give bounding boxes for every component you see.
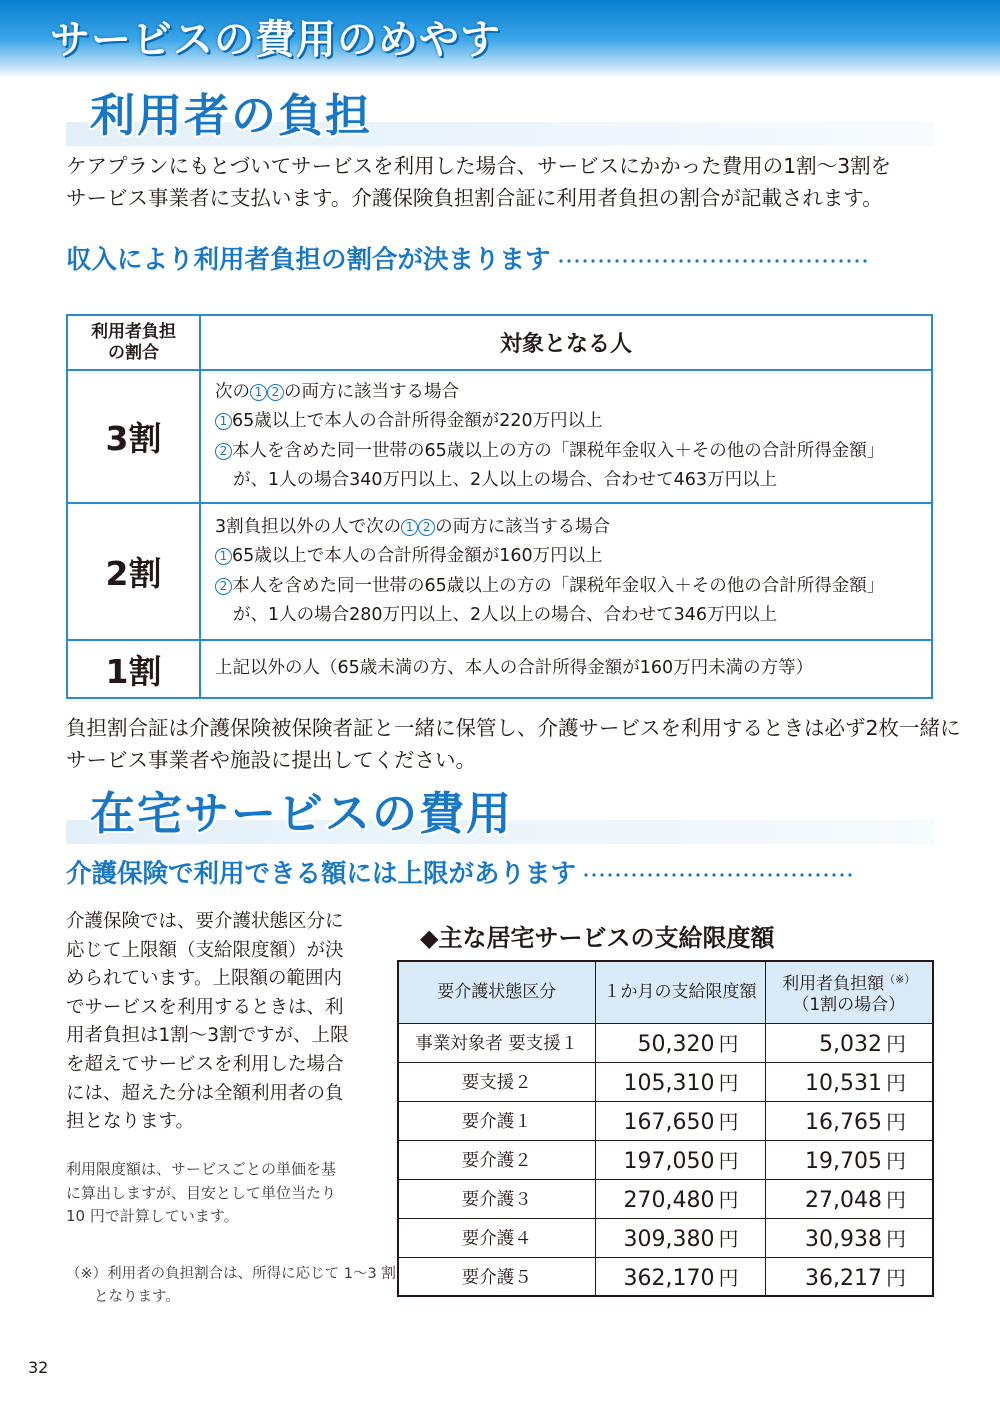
yen-unit: 円 [886, 1110, 906, 1134]
limit-table [397, 960, 934, 1297]
body-line: でサービスを利用するときは、利 [66, 996, 344, 1018]
level-cell: 事業対象者 要支援１ [398, 1023, 595, 1062]
note-line: 利用限度額は、サービスごとの単価を基 [66, 1160, 337, 1178]
limit-cell [595, 1062, 765, 1101]
ratio-cell: 3割 [67, 370, 200, 503]
burden-cell [765, 1023, 933, 1062]
lead-text: の両方に該当する場合 [284, 381, 459, 402]
header-burden-sub: （1割の場合） [792, 994, 906, 1015]
table-row [398, 1257, 933, 1296]
header-burden-mark: （※） [884, 972, 916, 986]
limit-cell [595, 1179, 765, 1218]
note-line: に算出しますが、目安として単位当たり [66, 1183, 337, 1202]
circle-number-2: 2 [215, 443, 232, 460]
certificate-note [66, 712, 961, 776]
condition-2 [215, 437, 921, 467]
burden-value: 30,938 [805, 1227, 882, 1252]
subheading-text: 介護保険で利用できる額には上限があります [66, 859, 577, 889]
body-line: には、超えた分は全額利用者の負 [66, 1082, 344, 1104]
yen-unit: 円 [718, 1149, 739, 1173]
level-cell: 要介護１ [398, 1101, 595, 1140]
intro-line: サービス事業者に支払います。介護保険負担割合証に利用者負担の割合が記載されます。 [66, 186, 883, 210]
condition-cell [200, 503, 932, 640]
condition-lead [215, 378, 921, 408]
yen-unit: 円 [886, 1071, 906, 1095]
yen-unit: 円 [886, 1227, 906, 1251]
yen-unit: 円 [886, 1032, 906, 1056]
limit-value: 50,320 [637, 1032, 715, 1057]
table-row [67, 503, 932, 640]
burden-cell [765, 1179, 933, 1218]
ratio-cell: 2割 [67, 503, 200, 640]
yen-unit: 円 [718, 1071, 739, 1095]
burden-value: 27,048 [805, 1188, 882, 1213]
circle-number-1: 1 [215, 548, 232, 565]
condition-2 [215, 572, 921, 602]
yen-unit: 円 [718, 1032, 739, 1056]
burden-value: 5,032 [819, 1032, 882, 1057]
burden-value: 19,705 [805, 1149, 882, 1174]
limit-cell [595, 1218, 765, 1257]
limit-value: 105,310 [623, 1071, 715, 1096]
body-line: 用者負担は1割～3割ですが、上限 [66, 1025, 349, 1047]
limit-table-title: ◆主な居宅サービスの支給限度額 [420, 924, 775, 952]
section-title: 在宅サービスの費用 [90, 787, 514, 840]
circle-number-2: 2 [418, 519, 435, 536]
table-header-row [67, 315, 932, 370]
yen-unit: 円 [718, 1110, 739, 1134]
note-line: サービス事業者や施設に提出してください。 [66, 748, 476, 772]
condition-text: 本人を含めた同一世帯の65歳以上の方の「課税年金収入＋その他の合計所得金額」 [232, 575, 885, 596]
lead-text: の両方に該当する場合 [435, 516, 611, 537]
section-heading-home-service [66, 784, 934, 844]
note-line: 10 円で計算しています。 [66, 1207, 239, 1225]
body-line: められています。上限額の範囲内 [66, 968, 343, 990]
level-cell: 要介護２ [398, 1140, 595, 1179]
condition-lead [215, 513, 921, 543]
yen-unit: 円 [886, 1265, 906, 1290]
condition-text: 65歳以上で本人の合計所得金額が220万円以上 [232, 411, 603, 431]
yen-unit: 円 [718, 1265, 739, 1290]
body-line: 応じて上限額（支給限度額）が決 [66, 939, 344, 961]
ratio-cell: 1割 [67, 640, 200, 698]
limit-value: 167,650 [623, 1110, 715, 1135]
circle-number-1: 1 [250, 384, 267, 401]
footnote-line: となります。 [94, 1289, 180, 1305]
limit-cell [595, 1101, 765, 1140]
condition-cell [200, 370, 932, 503]
limit-cell [595, 1140, 765, 1179]
circle-number-1: 1 [401, 519, 418, 536]
level-cell: 要介護３ [398, 1179, 595, 1218]
intro-paragraph [66, 150, 946, 214]
dotted-leader [557, 259, 867, 263]
burden-cell [765, 1218, 933, 1257]
note-line: 負担割合証は介護保険被保険者証と一緒に保管し、介護サービスを利用するときは必ず2枚一緒に [66, 716, 961, 740]
yen-unit: 円 [886, 1149, 906, 1173]
subheading-ratio [66, 240, 867, 276]
header-target: 対象となる人 [200, 315, 932, 370]
limit-value: 270,480 [623, 1188, 715, 1213]
burden-footnote [66, 1263, 396, 1309]
circle-number-2: 2 [267, 384, 284, 401]
page-title: サービスの費用のめやす [50, 17, 501, 63]
condition-continuation: が、1人の場合340万円以上、2人以上の場合、合わせて463万円以上 [233, 470, 778, 490]
burden-value: 10,531 [805, 1071, 882, 1096]
yen-unit: 円 [886, 1188, 906, 1212]
level-cell: 要介護４ [398, 1218, 595, 1257]
page-number: 32 [28, 1358, 49, 1377]
circle-number-1: 1 [215, 413, 232, 430]
condition-text: 65歳以上で本人の合計所得金額が160万円以上 [232, 546, 603, 566]
header-ratio-line: の割合 [108, 342, 159, 363]
table-row [398, 1218, 933, 1257]
yen-unit: 円 [718, 1188, 739, 1212]
subheading-text: 収入により利用者負担の割合が決まります [66, 245, 551, 275]
burden-cell [765, 1257, 933, 1296]
header-ratio [67, 315, 200, 370]
condition-1 [215, 407, 921, 437]
subheading-limit [66, 854, 852, 890]
lead-text: 3割負担以外の人で次の [215, 516, 402, 537]
burden-value: 16,765 [805, 1110, 882, 1135]
header-burden-text: 利用者負担額 [782, 973, 885, 994]
table-row [398, 1062, 933, 1101]
body-line: 介護保険では、要介護状態区分に [66, 911, 344, 932]
burden-value: 36,217 [805, 1265, 882, 1291]
level-cell: 要介護５ [398, 1257, 595, 1296]
condition-1 [215, 542, 921, 572]
header-level: 要介護状態区分 [398, 961, 595, 1023]
table-row [67, 370, 932, 503]
burden-cell [765, 1140, 933, 1179]
limit-value: 309,380 [623, 1227, 715, 1252]
table-row [398, 1101, 933, 1140]
limit-header-row [398, 961, 933, 1023]
footnote-line: （※）利用者の負担割合は、所得に応じて 1～3 割 [66, 1266, 396, 1282]
unit-price-note [66, 1158, 376, 1229]
level-cell: 要支援２ [398, 1062, 595, 1101]
dotted-leader [582, 873, 852, 877]
header-limit: １か月の支給限度額 [595, 961, 765, 1023]
table-row [398, 1140, 933, 1179]
burden-ratio-table [66, 314, 933, 699]
header-burden [765, 961, 933, 1023]
condition-cell: 上記以外の人（65歳未満の方、本人の合計所得金額が160万円未満の方等） [200, 640, 932, 698]
burden-cell [765, 1101, 933, 1140]
table-row [398, 1023, 933, 1062]
intro-line: ケアプランにもとづいてサービスを利用した場合、サービスにかかった費用の1割～3割を [66, 154, 892, 178]
table-row [398, 1179, 933, 1218]
section-title: 利用者の負担 [90, 89, 373, 142]
body-line: を超えてサービスを利用した場合 [66, 1053, 344, 1075]
condition-text: 本人を含めた同一世帯の65歳以上の方の「課税年金収入＋その他の合計所得金額」 [232, 440, 885, 461]
limit-cell [595, 1257, 765, 1296]
circle-number-2: 2 [215, 578, 232, 595]
limit-explanation [66, 908, 376, 1137]
lead-text: 次の [215, 381, 250, 402]
limit-value: 197,050 [623, 1149, 715, 1174]
section-heading-burden [66, 86, 934, 146]
table-row [67, 640, 932, 698]
body-line: 担となります。 [66, 1111, 195, 1133]
limit-value: 362,170 [623, 1265, 715, 1291]
limit-cell [595, 1023, 765, 1062]
condition-continuation: が、1人の場合280万円以上、2人以上の場合、合わせて346万円以上 [233, 605, 778, 625]
header-ratio-line: 利用者負担 [91, 321, 176, 342]
burden-cell [765, 1062, 933, 1101]
yen-unit: 円 [718, 1227, 739, 1251]
